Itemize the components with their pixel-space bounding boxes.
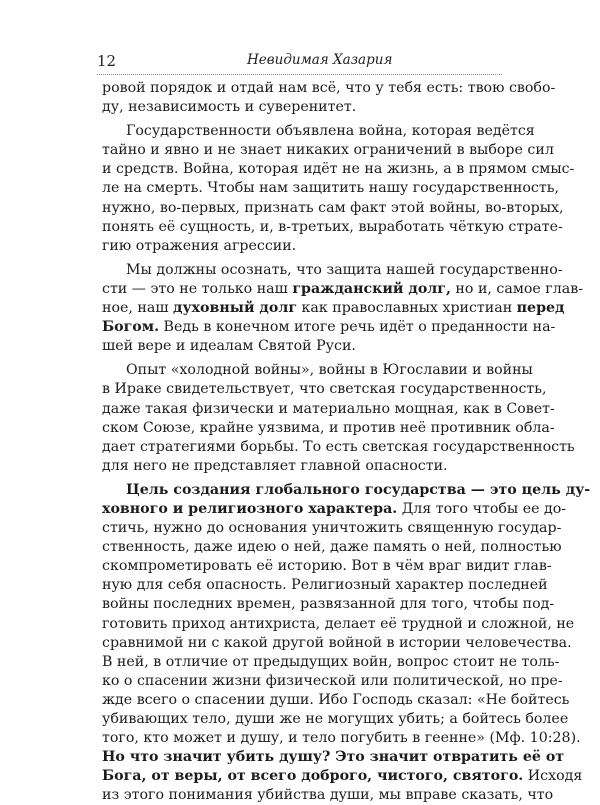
text-line (102, 457, 502, 476)
text-segment: ную для себя опасность. Религиозный характер последней (102, 577, 548, 594)
text-segment: ду, независимость и суверенитет. (102, 99, 357, 116)
text-segment: войны последних времен, развязанной для того, чтобы под- (102, 596, 555, 613)
text-segment: ко о спасении жизни физической или политической, но пре- (102, 672, 563, 689)
page-number: 12 (97, 52, 117, 70)
text-segment: убивающих тело, души же не могущих убить; а бойтесь более (102, 711, 569, 727)
text-segment: сравнимой ни с какой другой войной в истории человечества. (102, 634, 572, 651)
text-segment: ровой порядок и отдай нам всё, что у тебя есть: твою свобо- (102, 80, 556, 96)
text-line (102, 361, 533, 380)
text-segment: скомпрометировать её историю. Вот в чём враг видит глав- (102, 558, 552, 575)
text-segment: дает стратегиями борьбы. То есть светская государственность (102, 438, 575, 455)
text-line (102, 318, 556, 337)
paragraph (102, 361, 575, 476)
text-line (102, 98, 502, 117)
text-segment: но и, самое глав- (450, 280, 583, 297)
text-segment: готовить приход антихриста, делает её трудной и сложной, не (102, 615, 575, 632)
paragraph (102, 481, 591, 805)
text-line (102, 576, 548, 595)
text-line (102, 786, 554, 805)
text-segment: Опыт «холодной войны», войны в Югославии и войны (126, 362, 533, 379)
text-segment: для него не представляет главной опасности. (102, 457, 448, 474)
text-line (102, 179, 559, 198)
text-line (102, 691, 570, 710)
text-segment: и средств. Война, которая идёт не на жизнь, а в прямом смыс- (102, 161, 575, 178)
text-segment: из этого понимания убийства души, мы вправе сказать, что (102, 787, 554, 804)
bold-text: гражданский долг, (292, 280, 451, 297)
text-line (102, 299, 565, 318)
running-title: Невидимая Хазария (247, 52, 393, 68)
text-line (102, 199, 564, 218)
text-line (102, 419, 555, 438)
text-line (102, 122, 535, 141)
bold-text: духовный долг (173, 300, 298, 317)
text-segment: Государственности объявлена война, которая ведётся (126, 123, 535, 140)
text-segment: гию отражения агрессии. (102, 237, 297, 254)
text-line (102, 141, 554, 160)
text-segment: Исходя (523, 768, 583, 785)
text-segment: Мы должны осознать, что защита нашей государственно- (126, 261, 563, 278)
text-segment: ное, наш (102, 300, 174, 317)
bold-text: ховного и религиозного характера. (102, 500, 398, 517)
header-divider (97, 74, 502, 75)
text-line (102, 160, 575, 179)
text-line (102, 500, 567, 519)
text-line (102, 337, 502, 356)
text-line (102, 237, 502, 256)
text-line (102, 557, 552, 576)
text-line (102, 261, 563, 280)
text-segment: шей вере и идеалам Святой Руси. (102, 338, 356, 355)
body-text (102, 79, 591, 805)
bold-text: перед (516, 300, 565, 317)
text-segment: понять её сущность, и, в-третьих, выработать чёткую страте- (102, 218, 563, 235)
text-segment: в Ираке свидетельствует, что светская государственность, (102, 381, 547, 398)
text-line (102, 218, 563, 237)
bold-text: Бога, от веры, от всего доброго, чистого, святого. (102, 768, 524, 785)
text-segment: ском Союзе, крайне уязвима, и против неё противник обла- (102, 419, 555, 436)
text-line (102, 481, 591, 500)
text-segment: ле на смерть. Чтобы нам защитить нашу государственность, (102, 180, 559, 197)
bold-text: Богом. (102, 319, 160, 336)
text-segment: Для того чтобы ее до- (397, 500, 567, 517)
text-line (102, 79, 556, 98)
text-line (102, 380, 547, 399)
text-line (102, 538, 562, 557)
text-segment: даже такая физически и материально мощная, как в Совет- (102, 400, 555, 417)
text-line (102, 672, 563, 691)
paragraph (102, 79, 556, 117)
text-segment: ственность, даже идею о ней, даже память о ней, полностью (102, 539, 562, 556)
bold-text: Цель создания глобального государства — это цель ду- (126, 481, 591, 498)
text-line (102, 710, 569, 729)
text-line (102, 615, 575, 634)
text-segment: тайно и явно и не знает никаких ограничений в выборе сил (102, 142, 554, 159)
text-segment: жде всего о спасении души. Ибо Господь сказал: «Не бойтесь (102, 691, 570, 708)
text-line (102, 729, 581, 748)
text-line (102, 519, 562, 538)
bold-text: Но что значит убить душу? Это значит отвратить её от (102, 749, 565, 766)
paragraph (102, 261, 583, 356)
text-segment: стичь, нужно до основания уничтожить священную государ- (102, 520, 562, 537)
text-line (102, 748, 565, 767)
text-segment: Ведь в конечном итоге речь идёт о преданности на- (159, 319, 556, 336)
text-segment: сти — это не только наш (102, 280, 293, 297)
text-line (102, 280, 583, 299)
text-segment: В ней, в отличие от предыдущих войн, вопрос стоит не толь- (102, 653, 560, 670)
text-line (102, 400, 555, 419)
text-line (102, 767, 583, 786)
text-segment: того, кто может и душу, и тело погубить в геенне» (Мф. 10:28). (102, 730, 581, 747)
paragraph (102, 122, 575, 256)
text-line (102, 438, 575, 457)
text-segment: как православных христиан (297, 300, 517, 317)
text-line (102, 634, 572, 653)
text-line (102, 653, 560, 672)
text-segment: нужно, во-первых, признать сам факт этой войны, во-вторых, (102, 199, 564, 216)
text-line (102, 595, 555, 614)
running-header (97, 52, 502, 74)
